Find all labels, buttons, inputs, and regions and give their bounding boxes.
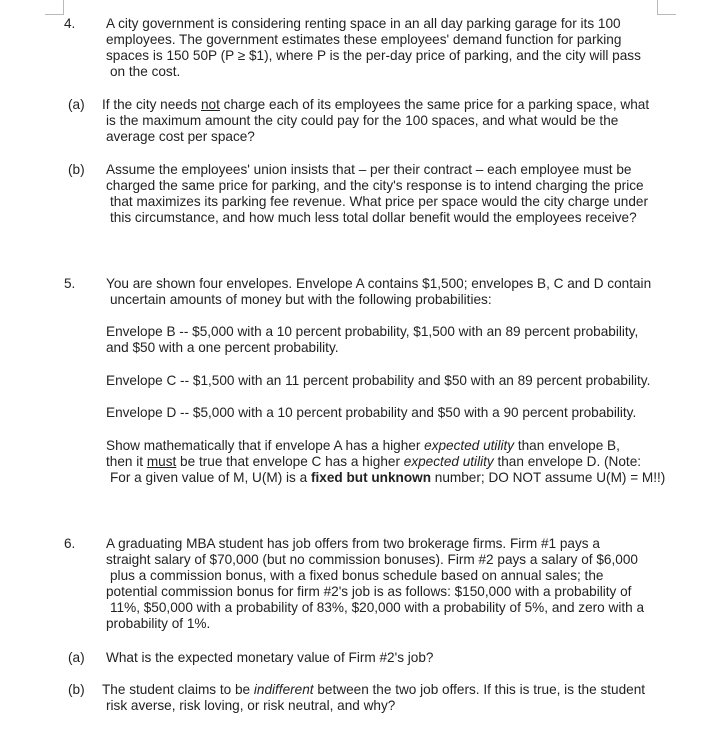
q5-show-line [106,470,666,486]
question-6b-label: (b) [68,682,85,697]
q5-show-text: For a given value of M, U(M) is a [110,470,311,485]
q4b-line: this circumstance, and how much less total dollar benefit would the employees receive? [110,210,637,225]
q4a-line: average cost per space? [106,129,255,144]
envelope-b-line: Envelope B -- $5,000 with a 10 percent probability, $1,500 with an 89 percent probability, [106,324,639,339]
q4b-line: charged the same price for parking, and the city's response is to intend charging the price [106,178,644,193]
q5-show-line [106,438,666,454]
q4a-text-pre: If the city needs [102,97,201,112]
envelope-c-text: Envelope C -- $1,500 with an 11 percent probability and $50 with an 89 percent probability. [106,373,651,388]
q4-intro-line: spaces is 150 50P (P ≥ $1), where P is the per-day price of parking, and the city will pass [106,48,641,63]
q6b-line: risk averse, risk loving, or risk neutral, and why? [106,698,396,713]
expected-utility-italic: expected utility [403,454,494,469]
page-margin-corner-left [45,0,64,15]
q6-intro-line: plus a commission bonus, with a fixed bonus schedule based on annual sales; the [110,568,604,583]
q4-intro-line: on the cost. [110,64,181,79]
question-4a-text [102,97,668,145]
q6-intro-line: A graduating MBA student has job offers from two brokerage firms. Firm #1 pays a [106,536,600,551]
must-underlined: must [146,454,177,469]
expected-utility-italic: expected utility [424,438,515,453]
question-4-intro [106,16,666,80]
envelope-b-line: and $50 with a one percent probability. [106,340,339,355]
q6b-text: The student claims to be [102,682,254,697]
envelope-b-text [106,324,666,356]
q4a-line [102,97,668,113]
question-5-show-text [106,438,666,486]
q6-intro-line: probability of 1%. [106,616,211,631]
q4b-line: that maximizes its parking fee revenue. What price per space would the city charge under [110,194,648,209]
q5-show-text: than envelope B, [514,438,620,453]
q5-intro-line: You are shown four envelopes. Envelope A contains $1,500; envelopes B, C and D contain [106,276,652,291]
question-6a-text: What is the expected monetary value of Firm #2's job? [106,650,434,665]
q5-show-text: then it [106,454,147,469]
question-4b-text [106,162,666,226]
question-5-intro [106,276,666,308]
page-margin-corner-right [657,0,676,15]
q4-intro-line: employees. The government estimates these employees' demand function for parking [106,32,622,47]
q5-show-text: number; DO NOT assume U(M) = M!!) [431,470,666,485]
envelope-d-text: Envelope D -- $5,000 with a 10 percent probability and $50 with a 90 percent probability. [106,405,637,420]
q5-show-text: be true that envelope C has a higher [176,454,404,469]
question-6-intro [106,536,666,632]
q5-show-line [106,454,666,470]
q5-show-text: Show mathematically that if envelope A has a higher [106,438,425,453]
question-6b-text [102,682,668,714]
q5-intro-line: uncertain amounts of money but with the following probabilities: [110,292,492,307]
q6-intro-line: straight salary of $70,000 (but no commission bonuses). Firm #2 pays a salary of $6,000 [106,552,638,567]
q6-intro-line: 11%, $50,000 with a probability of 83%, $20,000 with a probability of 5%, and zero with a [110,600,645,615]
question-6-number: 6. [64,536,76,551]
q6b-line [102,682,668,698]
q4a-underlined-not: not [201,97,220,112]
question-4-number: 4. [64,16,76,31]
question-5-number: 5. [64,276,76,291]
q6-intro-line: potential commission bonus for firm #2's job is as follows: $150,000 with a probability of [106,584,632,599]
fixed-but-unknown-bold: fixed but unknown [310,470,432,485]
q4-intro-line: A city government is considering renting space in an all day parking garage for its 100 [106,16,621,31]
q6b-text: between the two job offers. If this is true, is the student [313,682,646,697]
question-6a-label: (a) [68,650,85,665]
q4a-line: is the maximum amount the city could pay for the 100 spaces, and what would be the [106,113,619,128]
question-4b-label: (b) [68,162,85,177]
q4a-text-post: charge each of its employees the same price for a parking space, what [219,97,650,112]
q5-show-text: than envelope D. (Note: [493,454,642,469]
q4b-line: Assume the employees' union insists that – per their contract – each employee must be [106,162,632,177]
question-4a-label: (a) [68,97,85,112]
indifferent-italic: indifferent [253,682,314,697]
